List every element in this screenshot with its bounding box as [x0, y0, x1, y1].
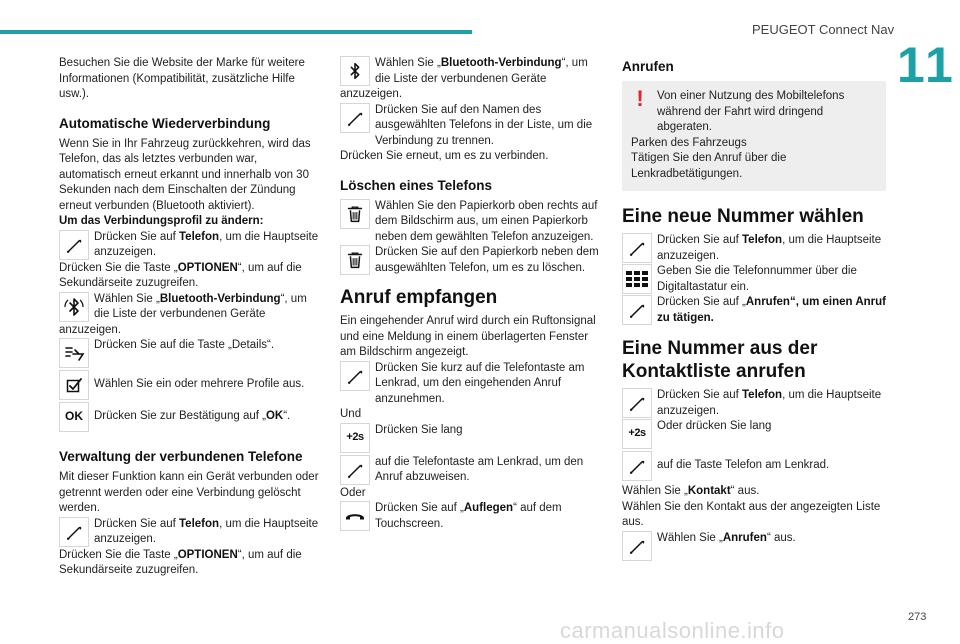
step-text: Wählen Sie „Anrufen“ aus.: [657, 531, 796, 544]
reconnect-text: Drücken Sie erneut, um es zu verbinden.: [340, 150, 549, 162]
step-text: Drücken Sie kurz auf die Telefontaste am Lenkrad, um den eingehenden Anruf anzunehmen.: [375, 361, 585, 405]
step-text: Wählen Sie „Bluetooth-Verbindung“, um die Liste der verbundenen Geräte: [94, 292, 307, 320]
step-bluetooth-2: [340, 56, 602, 87]
header-accent-bar: [0, 30, 472, 34]
trash-icon: [340, 199, 370, 229]
touch-icon: [340, 361, 370, 391]
manage-phones-text: Mit dieser Funktion kann ein Gerät verbunden oder getrennt werden oder eine Verbindung gelöscht werden.: [59, 471, 319, 514]
step-text: Drücken Sie auf Telefon, um die Hauptseite anzuzeigen.: [657, 389, 882, 417]
step-telefon-2: [59, 517, 321, 548]
receive-call-text: Ein eingehender Anruf wird durch ein Ruftonsignal und eine Meldung in einem überlagerten Fenster am Bildschirm angezeigt.: [340, 315, 596, 358]
step-text: Drücken Sie auf „Auflegen“ auf dem Touchscreen.: [375, 502, 562, 530]
step-answer: [340, 361, 602, 408]
touch-icon: [622, 388, 652, 418]
step-text: auf die Taste Telefon am Lenkrad.: [657, 459, 830, 472]
step-profiles: [59, 370, 321, 400]
details-icon: [59, 338, 89, 368]
step-anrufen: [622, 531, 886, 561]
step-text: auf die Telefontaste am Lenkrad, um den Anruf abzuweisen.: [375, 455, 584, 483]
step-text: Drücken Sie auf den Papierkorb neben dem ausgewählten Telefon, um es zu löschen.: [375, 246, 599, 274]
options-text-2: Drücken Sie die Taste „OPTIONEN“, um auf die Sekundärseite zuzugreifen.: [59, 548, 302, 576]
step-text: Drücken Sie auf die Taste „Details“.: [94, 339, 275, 351]
bluetooth-icon: [340, 56, 370, 86]
touch-icon: [340, 455, 370, 485]
step-hangup: [340, 501, 602, 532]
page-number: 273: [908, 611, 927, 623]
trash-icon: [340, 245, 370, 275]
column-1: [59, 56, 321, 579]
receive-call-heading: Anruf empfangen: [340, 287, 498, 308]
step-text: Drücken Sie auf „Anrufen“, um einen Anruf zu tätigen.: [657, 296, 886, 324]
step-bluetooth: [59, 292, 321, 323]
warning-text: Von einer Nutzung des Mobiltelefons während der Fahrt wird dringend abgeraten.: [657, 90, 845, 133]
step-details: [59, 338, 321, 368]
step-reject: [340, 455, 602, 486]
options-text: Drücken Sie die Taste „OPTIONEN“, um auf die Sekundärseite zuzugreifen.: [59, 261, 302, 289]
warning-icon: !: [636, 86, 644, 111]
auto-reconnect-heading: Automatische Wiederverbindung: [59, 115, 271, 131]
step-telefon-3: [622, 233, 886, 264]
step-keypad: [622, 264, 886, 295]
step-continuation: anzuzeigen.: [340, 88, 403, 100]
checkbox-icon: [59, 370, 89, 400]
step-call: [622, 295, 886, 326]
step-long-press-2: [622, 419, 886, 449]
touch-icon: [59, 230, 89, 260]
touch-icon: [340, 103, 370, 133]
und-text: Und: [340, 408, 362, 420]
step-trash-1: [340, 199, 602, 246]
step-continuation: anzuzeigen.: [59, 323, 122, 336]
contact-list-heading: Eine Nummer aus der Kontaktliste anrufen: [622, 338, 818, 382]
keypad-icon: [622, 264, 652, 294]
new-number-heading: Eine neue Nummer wählen: [622, 206, 864, 227]
step-text: Drücken Sie auf Telefon, um die Hauptseite anzuzeigen.: [94, 230, 319, 258]
warning-line-3: Tätigen Sie den Anruf über die Lenkradbetätigungen.: [631, 152, 787, 180]
step-disconnect: [340, 103, 602, 150]
step-text: Wählen Sie ein oder mehrere Profile aus.: [94, 378, 305, 391]
touch-icon: [622, 531, 652, 561]
step-text: Wählen Sie „Bluetooth-Verbindung“, um die Liste der verbundenen Geräte: [375, 57, 588, 85]
manage-phones-heading: Verwaltung der verbundenen Telefone: [59, 449, 303, 464]
hang-up-icon: [340, 501, 370, 531]
watermark: carmanualsonline.info: [560, 618, 785, 643]
step-trash-2: [340, 245, 602, 276]
touch-icon: [59, 517, 89, 547]
ok-button-icon: OK: [59, 402, 89, 432]
long-press-icon: +2s: [622, 419, 652, 449]
select-contact-text: Wählen Sie „Kontakt“ aus.: [622, 485, 760, 497]
bluetooth-touch-icon: [59, 292, 89, 322]
touch-icon: [622, 233, 652, 263]
step-long-press: [340, 423, 602, 453]
step-text: Drücken Sie auf den Namen des ausgewählten Telefons in der Liste, um die Verbindung zu trennen.: [375, 103, 593, 147]
profile-heading: Um das Verbindungsprofil zu ändern:: [59, 215, 264, 227]
step-telefon-4: [622, 388, 886, 419]
touch-icon: [622, 295, 652, 325]
step-text: Drücken Sie auf Telefon, um die Hauptseite anzuzeigen.: [657, 234, 882, 262]
step-text: Drücken Sie zur Bestätigung auf „OK“.: [94, 410, 291, 423]
step-text: Oder drücken Sie lang: [657, 420, 772, 432]
step-steering-button: [622, 451, 886, 481]
step-ok: [59, 402, 321, 432]
step-text: Geben Sie die Telefonnummer über die Digitaltastatur ein.: [657, 265, 857, 293]
step-text: Drücken Sie auf Telefon, um die Hauptseite anzuzeigen.: [94, 517, 319, 545]
long-press-icon: +2s: [340, 423, 370, 453]
touch-icon: [622, 451, 652, 481]
anrufen-heading: Anrufen: [622, 59, 674, 74]
intro-paragraph: Besuchen Sie die Website der Marke für weitere Informationen (Kompatibilität, zusätzliche Hilfe usw.).: [59, 57, 305, 100]
step-telefon: [59, 230, 321, 261]
oder-text: Oder: [340, 486, 366, 499]
delete-phone-heading: Löschen eines Telefons: [340, 177, 493, 193]
column-3: [622, 56, 886, 561]
warning-line-2: Parken des Fahrzeugs: [631, 136, 747, 149]
warning-box: [622, 81, 886, 191]
step-text: Wählen Sie den Papierkorb oben rechts auf dem Bildschirm aus, um einen Papierkorb neben dem gewählten Telefon anzuzeigen.: [375, 199, 598, 243]
header-title: PEUGEOT Connect Nav: [752, 22, 895, 37]
select-contact-line-2: Wählen Sie den Kontakt aus der angezeigten Liste aus.: [622, 500, 881, 528]
auto-reconnect-text: Wenn Sie in Ihr Fahrzeug zurückkehren, wird das Telefon, das als letztes verbunden war, automatisch erneut erkannt und innerhalb von 30 Sekunden nach dem Einschalten der Zündung erneut verbunden (Bluetooth aktiviert).: [59, 137, 311, 212]
chapter-number: 11: [897, 37, 956, 93]
step-text: Drücken Sie lang: [375, 423, 463, 436]
column-2: [340, 56, 602, 532]
